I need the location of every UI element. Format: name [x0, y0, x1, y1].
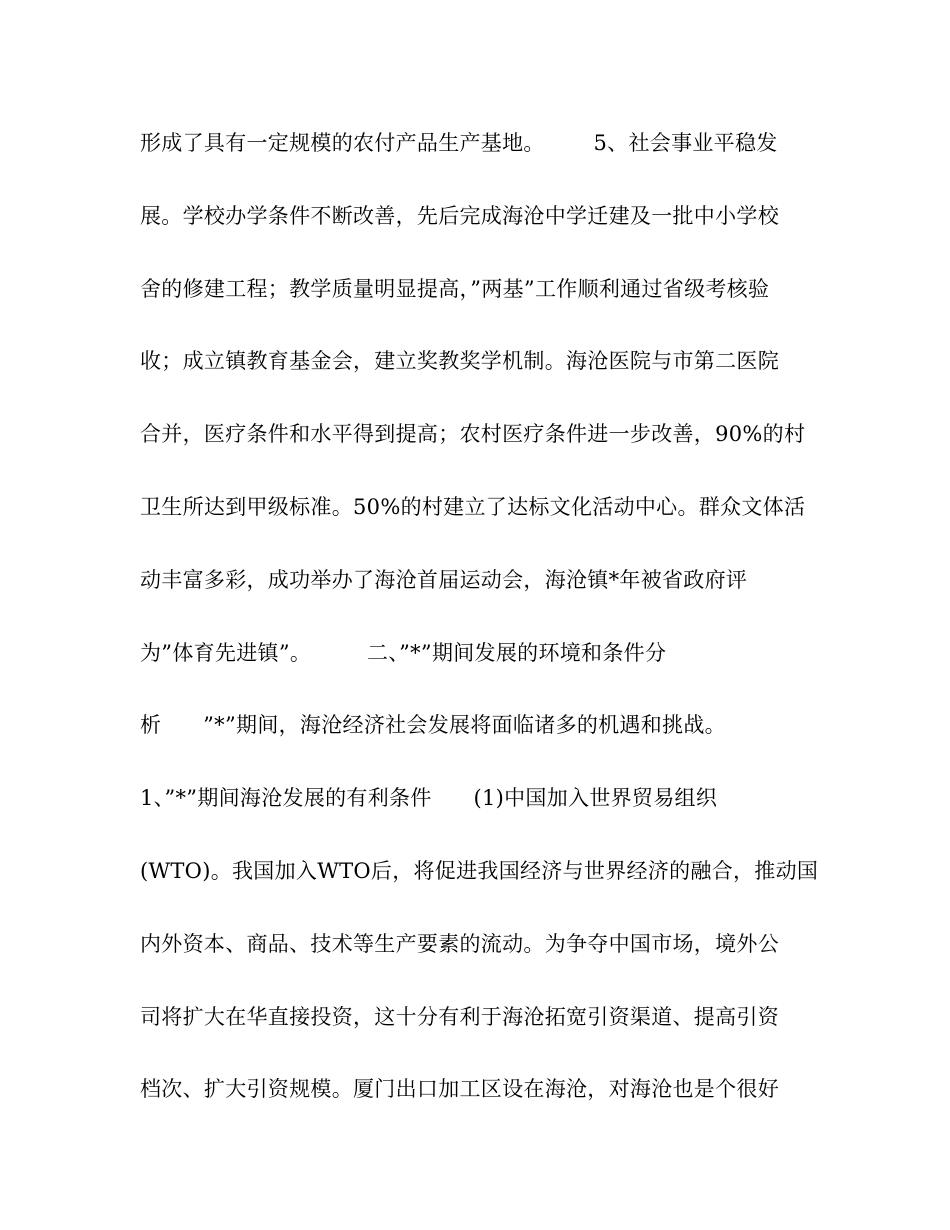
text-line-10: 1、”*”期间海沧发展的有利条件 (1)中国加入世界贸易组织 [140, 786, 718, 810]
text-line-11: (WTO)。我国加入WTO后，将促进我国经济与世界经济的融合，推动国 [140, 859, 819, 883]
text-line-6: 卫生所达到甲级标准。50%的村建立了达标文化活动中心。群众文体活 [140, 495, 806, 519]
text-line-5: 合并，医疗条件和水平得到提高；农村医疗条件进一步改善，90%的村 [140, 422, 806, 446]
text-line-7: 动丰富多彩，成功举办了海沧首届运动会，海沧镇*年被省政府评 [140, 568, 748, 592]
text-line-9: 析 ”*”期间，海沧经济社会发展将面临诸多的机遇和挑战。 [140, 713, 726, 737]
text-line-8: 为”体育先进镇”。 二、”*”期间发展的环境和条件分 [140, 641, 667, 665]
text-line-1: 形成了具有一定规模的农付产品生产基地。 5、社会事业平稳发 [140, 131, 778, 155]
text-line-2: 展。学校办学条件不断改善，先后完成海沧中学迁建及一批中小学校 [140, 204, 779, 228]
text-line-13: 司将扩大在华直接投资，这十分有利于海沧拓宽引资渠道、提高引资 [140, 1005, 779, 1029]
text-line-14: 档次、扩大引资规模。厦门出口加工区设在海沧，对海沧也是个很好 [140, 1077, 779, 1101]
text-line-12: 内外资本、商品、技术等生产要素的流动。为争夺中国市场，境外公 [140, 932, 779, 956]
text-line-4: 收；成立镇教育基金会，建立奖教奖学机制。海沧医院与市第二医院 [140, 349, 779, 373]
text-line-3: 舍的修建工程；教学质量明显提高，”两基”工作顺利通过省级考核验 [140, 277, 770, 301]
